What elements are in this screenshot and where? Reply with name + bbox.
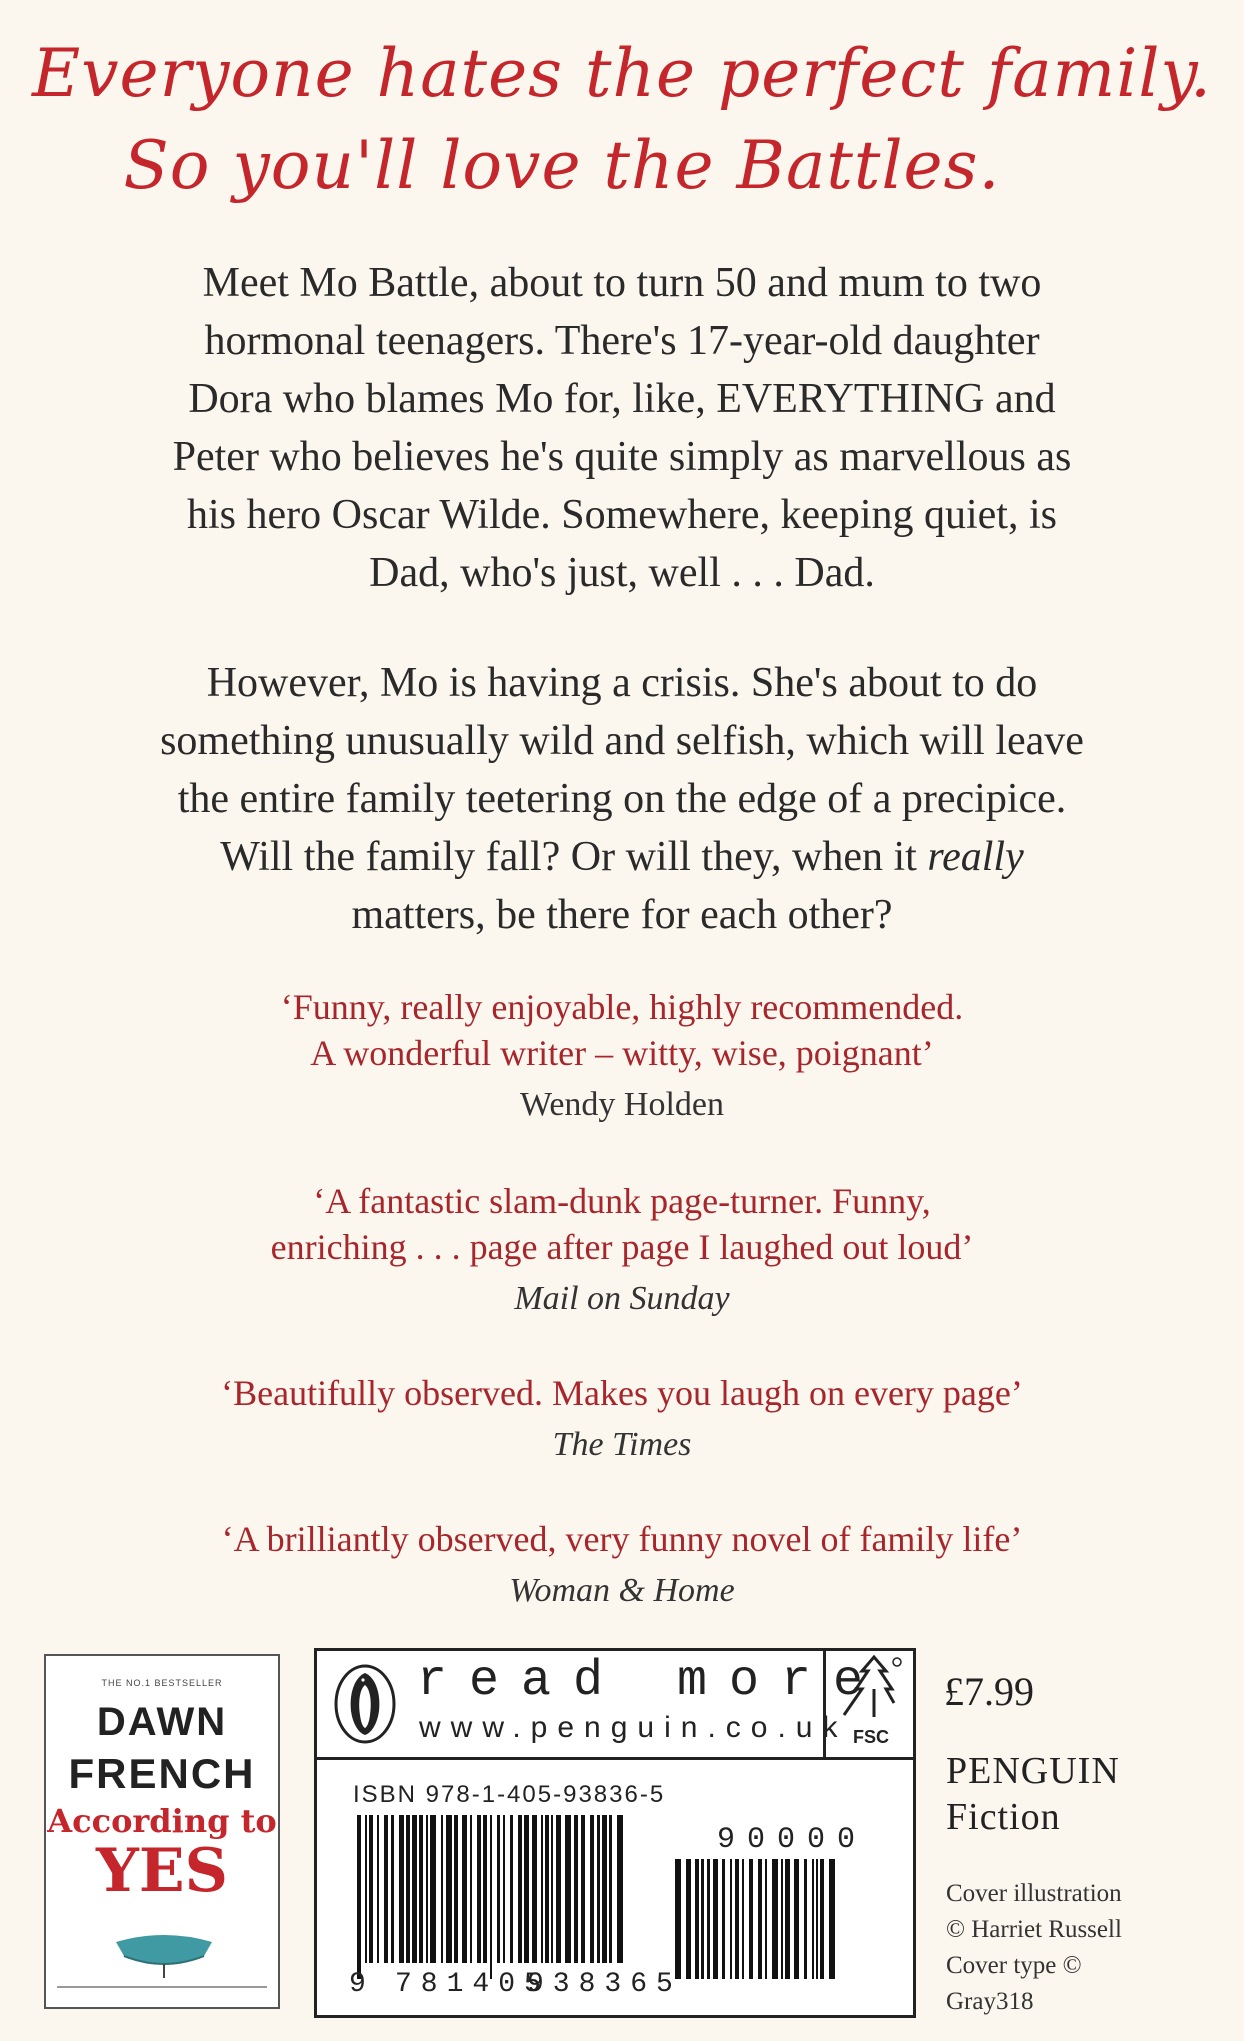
blurb-paragraph-2	[90, 654, 1154, 944]
barcode-bar	[510, 1815, 513, 1963]
cover-footer-strip	[56, 1984, 268, 1992]
fsc-label: FSC	[853, 1727, 889, 1747]
barcode-bar	[503, 1815, 505, 1963]
website-url: www.penguin.co.uk	[419, 1711, 848, 1744]
barcode-addon-bar	[804, 1859, 807, 1979]
barcode-bar	[426, 1815, 428, 1963]
blurb-line: Dora who blames Mo for, like, EVERYTHING and	[188, 376, 1056, 422]
quote-line: ‘A fantastic slam-dunk page-turner. Funny,	[313, 1181, 931, 1221]
cover-credits	[946, 1876, 1122, 2020]
barcode-addon-bar	[820, 1859, 824, 1979]
barcode-bar	[412, 1815, 417, 1963]
barcode-bar	[377, 1815, 379, 1963]
barcode-bar	[384, 1815, 388, 1963]
fsc-badge	[823, 1651, 916, 1757]
blurb-emphasis: really	[927, 834, 1024, 880]
barcode-addon-bar	[781, 1859, 783, 1979]
credit-line: Gray318	[946, 1988, 1034, 2015]
blurb-line: hormonal teenagers. There's 17-year-old daughter	[204, 318, 1040, 364]
review-quote	[100, 984, 1144, 1128]
blurb-line: Peter who believes he's quite simply as marvellous as	[172, 434, 1072, 480]
barcode-addon-bar	[722, 1859, 725, 1979]
barcode-bar	[581, 1815, 585, 1963]
barcode-addon-bar	[675, 1859, 681, 1979]
barcode-bar	[470, 1815, 472, 1963]
headline	[0, 28, 1244, 212]
blurb-line: something unusually wild and selfish, which will leave	[160, 718, 1084, 764]
quote-line: ‘Beautifully observed. Makes you laugh on every page’	[221, 1373, 1023, 1413]
barcode-bar	[532, 1815, 537, 1963]
blurb-line: the entire family teetering on the edge of a precipice.	[177, 776, 1067, 822]
blurb-line: However, Mo is having a crisis. She's about to do	[206, 660, 1038, 706]
barcode-addon-bar	[730, 1859, 732, 1979]
review-quote	[100, 1178, 1144, 1322]
barcode-addon-bar	[695, 1859, 699, 1979]
umbrella-icon	[114, 1934, 214, 1980]
barcode-addon-bar	[713, 1859, 718, 1979]
barcode-addon-bar	[785, 1859, 790, 1979]
penguin-logo-icon	[333, 1663, 397, 1745]
barcode-bar	[556, 1815, 561, 1963]
barcode-addon-bar	[816, 1859, 818, 1979]
blurb-line: matters, be there for each other?	[351, 892, 893, 938]
barcode-addon-bar	[735, 1859, 739, 1979]
cover-title: According to	[47, 1802, 277, 1840]
barcode-addon-bar	[812, 1859, 814, 1979]
cover-author: DAWN	[96, 1700, 228, 1744]
related-book-cover	[44, 1654, 280, 2009]
barcode-bar	[357, 1815, 361, 1979]
barcode-addon-bar	[758, 1859, 762, 1979]
barcode-bar	[430, 1815, 436, 1963]
blurb-line	[90, 828, 1154, 886]
publisher-name: PENGUIN	[946, 1750, 1120, 1792]
barcode-bar	[551, 1815, 553, 1963]
barcode-addon-bar	[701, 1859, 704, 1979]
barcode-bar	[524, 1815, 529, 1963]
cover-title: YES	[96, 1836, 228, 1906]
barcode-bar	[541, 1815, 543, 1963]
barcode-bar	[369, 1815, 373, 1963]
barcode-addon-bar	[742, 1859, 744, 1979]
barcode-bar	[490, 1815, 492, 1979]
review-quote	[100, 1516, 1144, 1614]
quote-source: The Times	[552, 1426, 692, 1463]
price: £7.99	[944, 1669, 1034, 1714]
barcode-bar	[590, 1815, 594, 1963]
barcode-bar	[545, 1815, 549, 1963]
barcode-bar	[477, 1815, 481, 1963]
barcode-bar	[574, 1815, 578, 1963]
barcode-first-digit: 9	[349, 1969, 366, 2000]
read-more-row	[317, 1651, 913, 1760]
barcode-addon-bar	[686, 1859, 691, 1979]
credit-line: © Harriet Russell	[946, 1916, 1122, 1943]
barcode-bar	[597, 1815, 600, 1963]
barcode-bar	[565, 1815, 571, 1963]
headline-line-1: Everyone hates the perfect family.	[32, 35, 1212, 112]
blurb-line: Dad, who's just, well . . . Dad.	[369, 550, 875, 596]
bestseller-tag: THE NO.1 BESTSELLER	[101, 1678, 223, 1688]
barcode-left-group: 781405	[395, 1969, 550, 2000]
read-more-text: read more	[417, 1653, 886, 1710]
fsc-tree-icon	[834, 1655, 904, 1725]
publisher-imprint	[946, 1748, 1120, 1840]
barcode-addon-bar	[707, 1859, 710, 1979]
barcode-bar	[462, 1815, 467, 1963]
barcode-bar	[617, 1815, 623, 1963]
barcode-bar	[391, 1815, 394, 1963]
barcode-bar	[497, 1815, 500, 1963]
barcode-bar	[365, 1815, 367, 1963]
barcode-bar	[602, 1815, 607, 1963]
barcode-bar	[483, 1815, 487, 1963]
barcode-bar	[441, 1815, 443, 1963]
barcode-addon-bar	[772, 1859, 778, 1979]
barcode-addon-digits: 90000	[717, 1823, 868, 1857]
quote-line: A wonderful writer – witty, wise, poignant’	[310, 1033, 934, 1073]
quote-line: enriching . . . page after page I laughed out loud’	[270, 1227, 974, 1267]
quote-source: Wendy Holden	[519, 1086, 725, 1123]
barcode-addon-bar	[794, 1859, 799, 1979]
barcode-bar	[518, 1815, 522, 1963]
blurb-line: Meet Mo Battle, about to turn 50 and mum to two	[202, 260, 1042, 306]
barcode-bar	[406, 1815, 410, 1963]
barcode-bar	[454, 1815, 458, 1963]
quote-source: Woman & Home	[509, 1572, 735, 1609]
review-quote	[100, 1370, 1144, 1468]
blurb-line: his hero Oscar Wilde. Somewhere, keeping quiet, is	[187, 492, 1057, 538]
barcode-panel	[314, 1648, 916, 2018]
barcode-bar	[419, 1815, 423, 1963]
barcode-right-group: 938365	[527, 1969, 682, 2000]
cover-author: FRENCH	[68, 1750, 256, 1797]
credit-line: Cover illustration	[946, 1880, 1122, 1907]
barcode-bar	[399, 1815, 404, 1963]
isbn-text: ISBN 978-1-405-93836-5	[353, 1781, 666, 1808]
barcode-addon-bar	[765, 1859, 767, 1979]
quote-source: Mail on Sunday	[514, 1280, 730, 1317]
headline-line-2: So you'll love the Battles.	[123, 127, 1001, 204]
barcode-bar	[609, 1815, 612, 1963]
barcode-bar	[446, 1815, 452, 1963]
quote-line: ‘A brilliantly observed, very funny novel of family life’	[221, 1519, 1023, 1559]
quote-line: ‘Funny, really enjoyable, highly recommended.	[280, 987, 964, 1027]
barcode-addon-bar	[749, 1859, 753, 1979]
credit-line: Cover type ©	[946, 1952, 1082, 1979]
barcode-addon-bar	[829, 1859, 835, 1979]
blurb-paragraph-1	[90, 254, 1154, 602]
publisher-category: Fiction	[946, 1796, 1061, 1838]
blurb-text: Will the family fall? Or will they, when it	[220, 834, 928, 880]
